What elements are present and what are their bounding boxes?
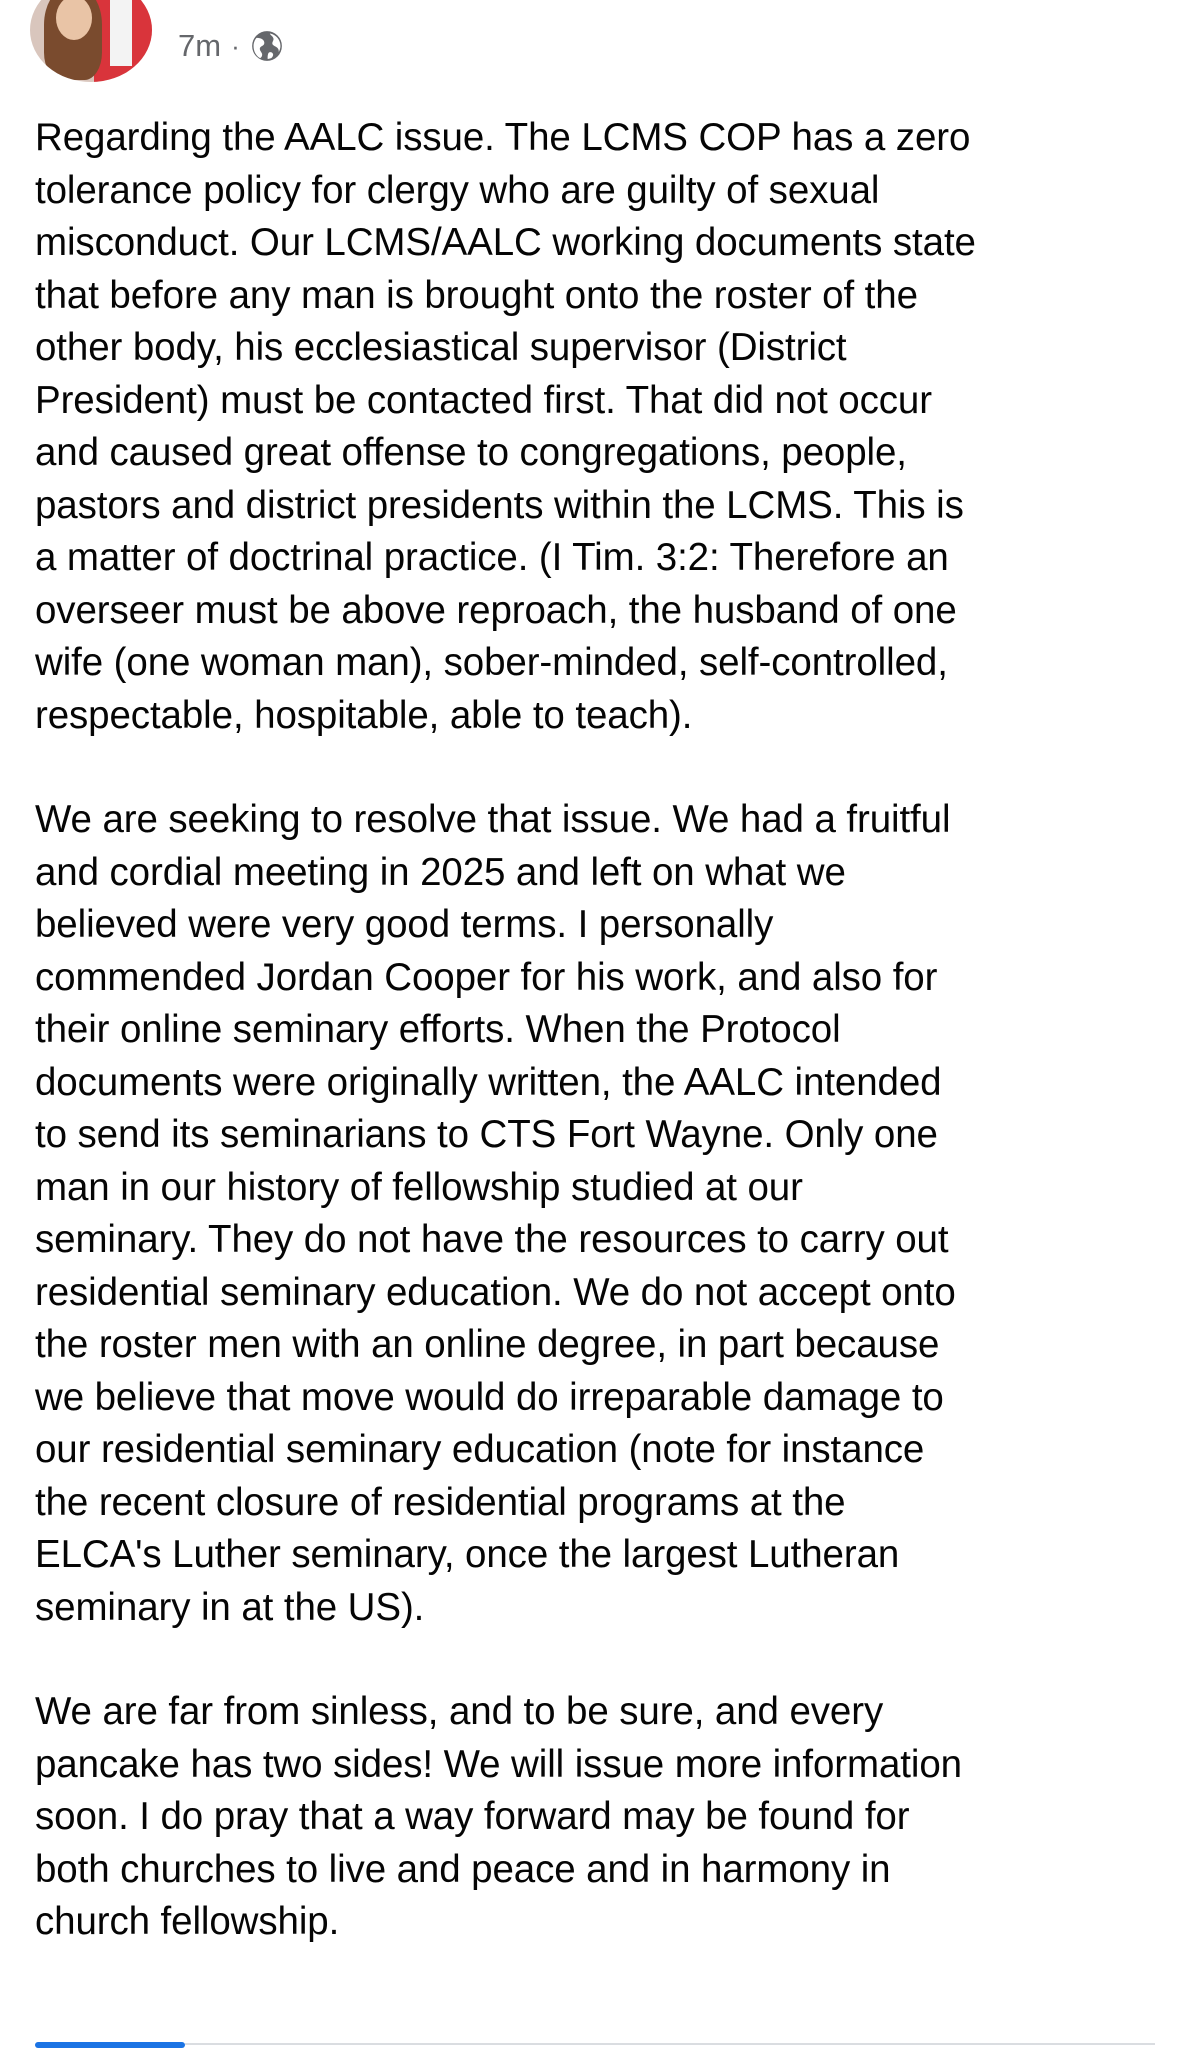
post-meta: [178, 28, 284, 64]
post-paragraph: Regarding the AALC issue. The LCMS COP has a zero tolerance policy for clergy who are guilty of sexual misconduct. Our LCMS/AALC working documents state that before any man is brought onto the roster of the other body, his ecclesiastical supervisor (District President) must be contacted first. That did not occur and caused great offense to congregations, people, pastors and district presidents within the LCMS. This is a matter of doctrinal practice. (I Tim. 3:2: Therefore an overseer must be above reproach, the husband of one wife (one woman man), sober-minded, self-controlled, respectable, hospitable, able to teach).: [35, 116, 976, 737]
post-timestamp[interactable]: 7m: [178, 28, 222, 63]
globe-icon[interactable]: [250, 29, 284, 63]
cutoff-footer: [35, 2012, 1155, 2052]
active-tab-indicator: [35, 2042, 185, 2048]
avatar[interactable]: [30, 0, 152, 82]
divider: [185, 2043, 1155, 2045]
post-paragraph: We are far from sinless, and to be sure, and every pancake has two sides! We will issue more information soon. I do pray that a way forward may be found for both churches to live and peace and in harmony in church fellowship.: [35, 1690, 962, 1943]
meta-separator: ·: [231, 30, 240, 61]
post-body: [35, 112, 1155, 2001]
avatar-detail: [110, 0, 132, 66]
post-paragraph: We are seeking to resolve that issue. We had a fruitful and cordial meeting in 2025 and left on what we believed were very good terms. I personally commended Jordan Cooper for his work, and also for their online seminary efforts. When the Protocol documents were originally written, the AALC intended to send its seminarians to CTS Fort Wayne. Only one man in our history of fellowship studied at our seminary. They do not have the resources to carry out residential seminary education. We do not accept onto the roster men with an online degree, in part because we believe that move would do irreparable damage to our residential seminary education (note for instance the recent closure of residential programs at the ELCA's Luther seminary, once the largest Lutheran seminary in at the US).: [35, 798, 956, 1629]
